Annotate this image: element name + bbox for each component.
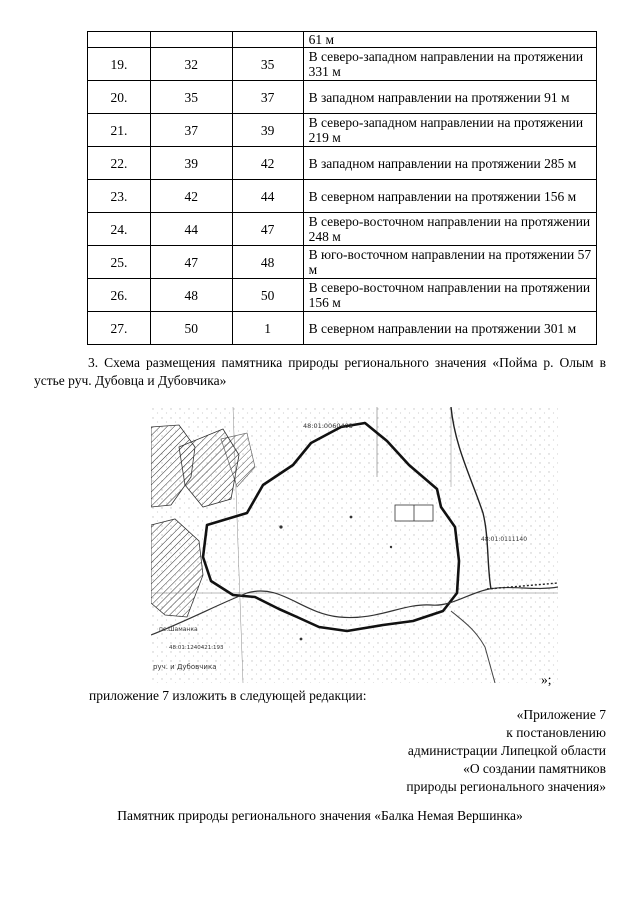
table-cell-index: 22. xyxy=(88,147,151,180)
table-cell-from-point: 48 xyxy=(150,279,232,312)
table-cell-index: 27. xyxy=(88,312,151,345)
table-cell-index: 24. xyxy=(88,213,151,246)
table-cell xyxy=(150,32,232,48)
map-label-parcel-top: 48:01:0060403 xyxy=(303,422,353,430)
table-cell-to-point: 47 xyxy=(232,213,303,246)
table-cell-index: 26. xyxy=(88,279,151,312)
table-cell-from-point: 47 xyxy=(150,246,232,279)
annex-line: администрации Липецкой области xyxy=(407,743,606,758)
table-cell-index: 20. xyxy=(88,81,151,114)
table-row xyxy=(88,81,597,114)
table-cell-description: В северо-восточном направлении на протяжении 156 м xyxy=(303,279,596,312)
appendix-7-instruction: приложение 7 изложить в следующей редакции: xyxy=(89,688,367,703)
table-cell-description: В северном направлении на протяжении 301 м xyxy=(303,312,596,345)
table-cell-index: 21. xyxy=(88,114,151,147)
table-cell-description: В северном направлении на протяжении 156 м xyxy=(303,180,596,213)
table-cell-to-point: 48 xyxy=(232,246,303,279)
table-cell xyxy=(232,32,303,48)
table-cell-from-point: 37 xyxy=(150,114,232,147)
table-row xyxy=(88,48,597,81)
map-label-parcel-left: 48:01:1240421:193 xyxy=(169,645,224,651)
table-cell-description: В северо-восточном направлении на протяжении 248 м xyxy=(303,213,596,246)
table-cell-to-point: 1 xyxy=(232,312,303,345)
appendix-7-header xyxy=(406,706,606,796)
table-cell-to-point: 37 xyxy=(232,81,303,114)
table-cell-description: В северо-западном направлении на протяжении 331 м xyxy=(303,48,596,81)
table-cell-from-point: 39 xyxy=(150,147,232,180)
map-label-parcel-right: 48:01:0111140 xyxy=(481,536,528,543)
table-cell-from-point: 42 xyxy=(150,180,232,213)
table-cell-description: 61 м xyxy=(303,32,596,48)
table-row xyxy=(88,246,597,279)
table-cell-index: 25. xyxy=(88,246,151,279)
table-cell-description: В западном направлении на протяжении 285 м xyxy=(303,147,596,180)
table-cell-to-point: 42 xyxy=(232,147,303,180)
table-row xyxy=(88,147,597,180)
table-cell-to-point: 50 xyxy=(232,279,303,312)
table-row xyxy=(88,279,597,312)
table-cell-to-point: 35 xyxy=(232,48,303,81)
table-row xyxy=(88,312,597,345)
map-closing-quote: »; xyxy=(541,672,552,687)
table-row xyxy=(88,180,597,213)
table-cell-from-point: 44 xyxy=(150,213,232,246)
annex-line: природы регионального значения» xyxy=(406,779,606,794)
table-cell xyxy=(88,32,151,48)
table-cell-description: В западном направлении на протяжении 91 м xyxy=(303,81,596,114)
table-cell-from-point: 35 xyxy=(150,81,232,114)
annex-line: «О создании памятников xyxy=(463,761,606,776)
boundary-table xyxy=(87,31,597,345)
monument-location-map xyxy=(151,407,558,683)
map-label-village: пс.Шаманка xyxy=(159,626,198,633)
section-3-paragraph: 3. Схема размещения памятника природы регионального значения «Пойма р. Олым в устье руч. Дубовца и Дубовчика» xyxy=(34,355,606,388)
table-row xyxy=(88,32,597,48)
map-label-stream: руч. и Дубовчика xyxy=(153,663,217,671)
annex-line: «Приложение 7 xyxy=(516,707,606,722)
table-cell-index: 23. xyxy=(88,180,151,213)
table-cell-from-point: 32 xyxy=(150,48,232,81)
table-cell-to-point: 39 xyxy=(232,114,303,147)
annex-line: к постановлению xyxy=(506,725,606,740)
table-row xyxy=(88,114,597,147)
table-row xyxy=(88,213,597,246)
table-cell-to-point: 44 xyxy=(232,180,303,213)
table-cell-description: В северо-западном направлении на протяжении 219 м xyxy=(303,114,596,147)
table-cell-index: 19. xyxy=(88,48,151,81)
table-cell-from-point: 50 xyxy=(150,312,232,345)
monument-title: Памятник природы регионального значения «Балка Немая Вершинка» xyxy=(117,808,523,823)
table-cell-description: В юго-восточном направлении на протяжении 57 м xyxy=(303,246,596,279)
